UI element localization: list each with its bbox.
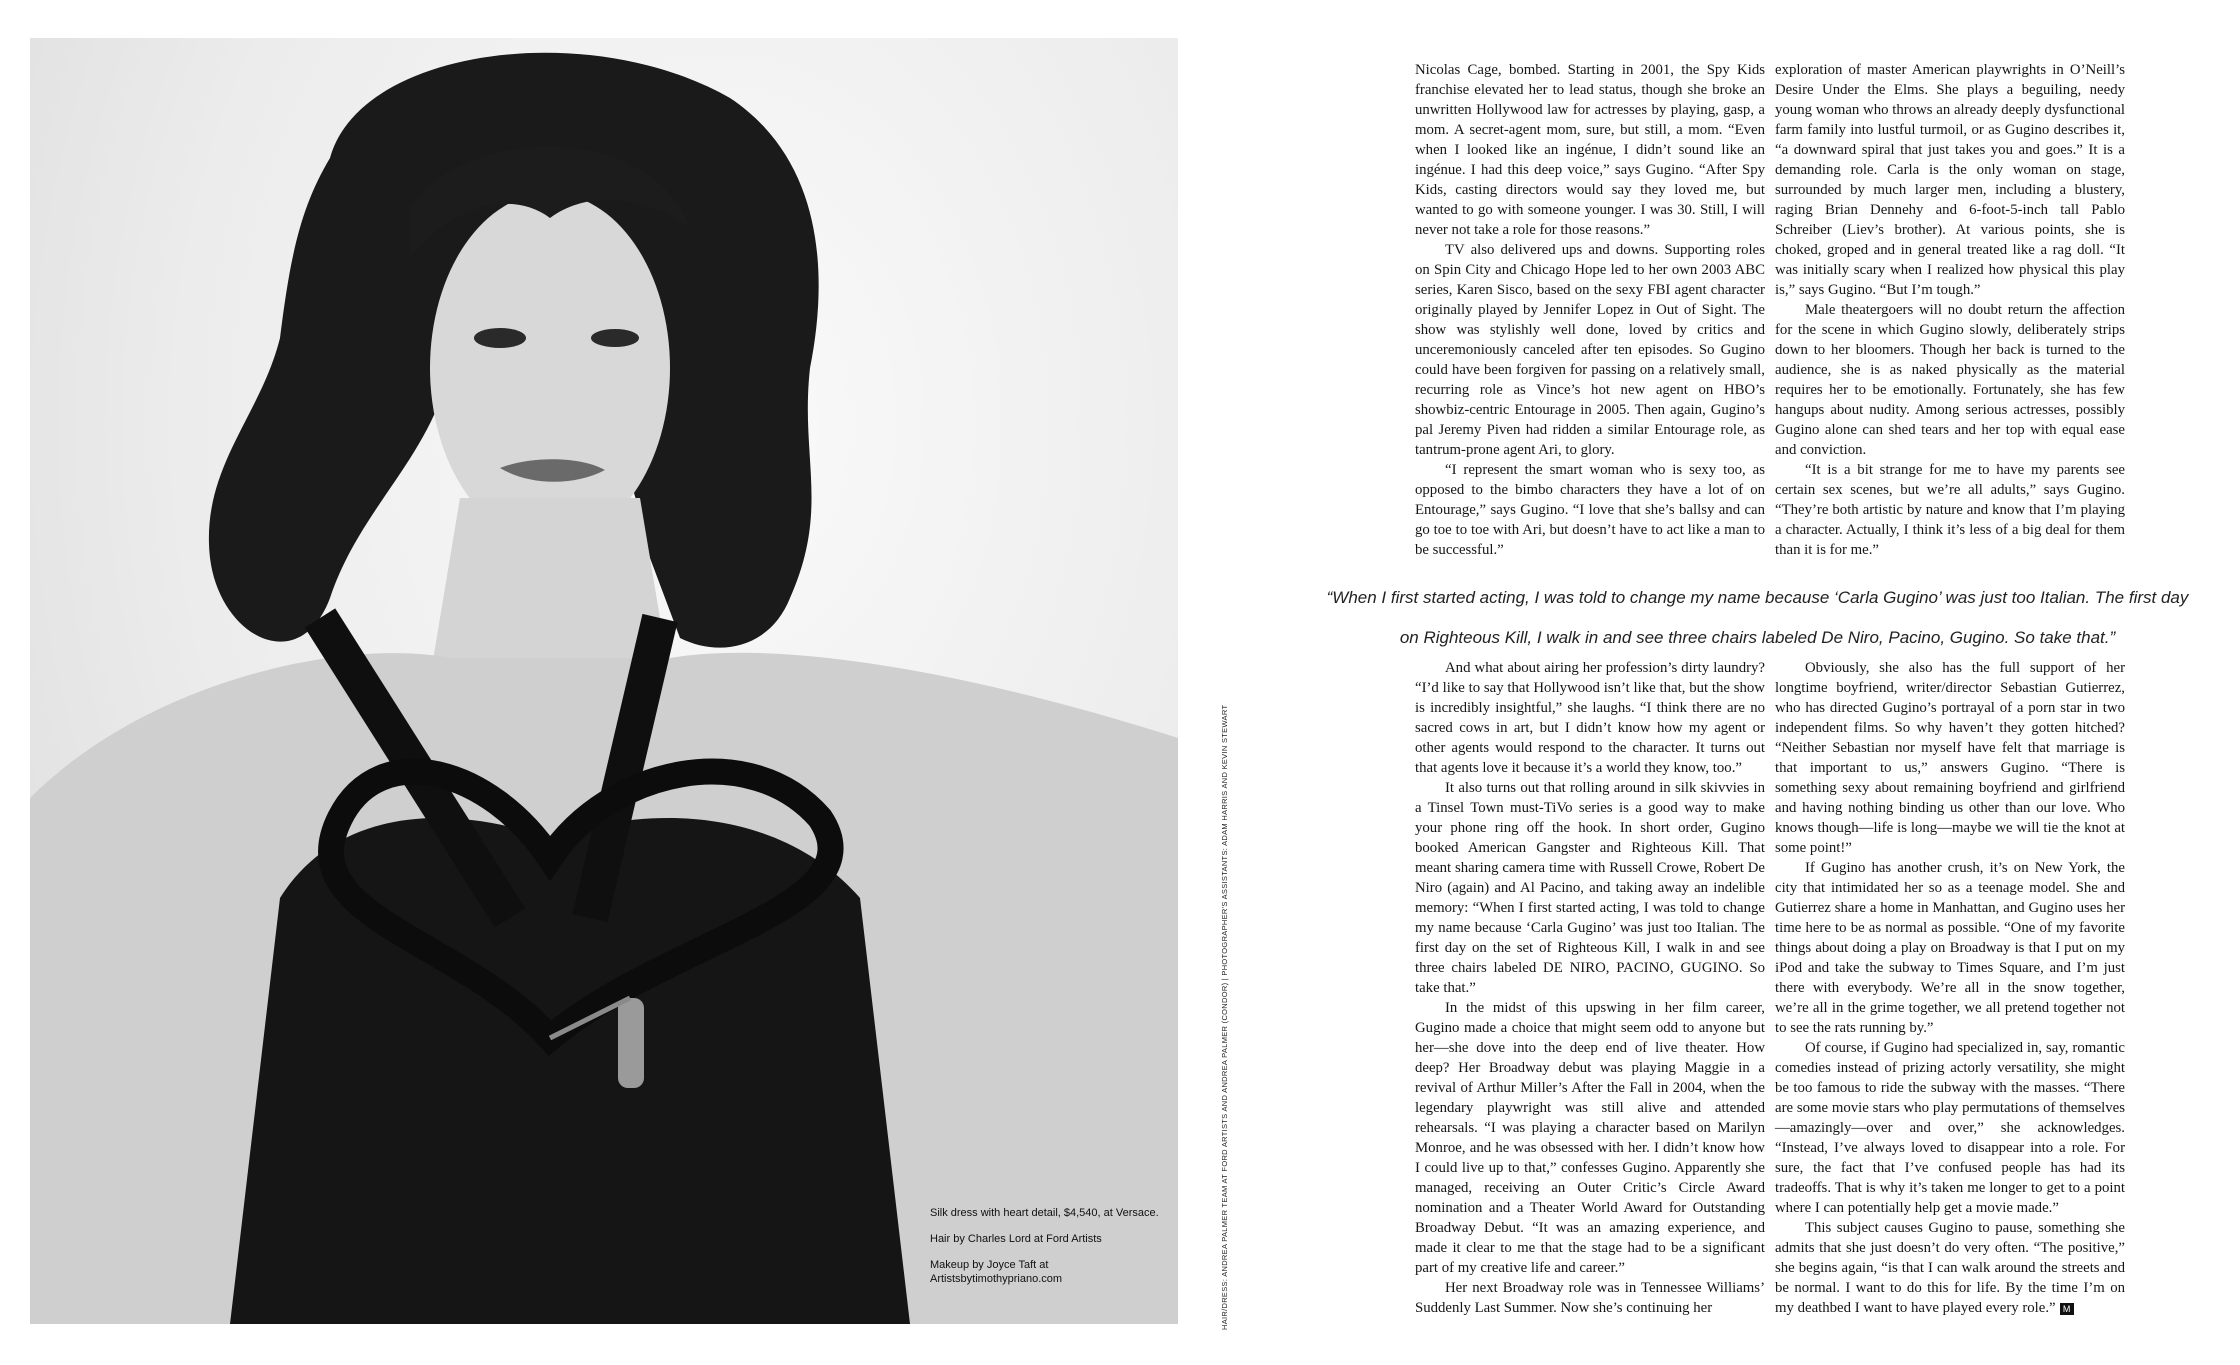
pull-quote-line-2: on Righteous Kill, I walk in and see three chairs labeled De Niro, Pacino, Gugino. So take that.” [1399, 628, 2116, 647]
paragraph: Her next Broadway role was in Tennessee Williams’ Suddenly Last Summer. Now she’s continuing her [1415, 1280, 1765, 1316]
portrait-photo [30, 38, 1178, 1324]
pull-quote-line-1: “When I first started acting, I was told to change my name because ‘Carla Gugino’ was just too Italian. The first day [1326, 588, 2189, 607]
photo-caption [930, 1206, 1170, 1298]
paragraph: In the midst of this upswing in her film career, Gugino made a choice that might seem odd to anyone but her—she dove into the deep end of live theater. How deep? Her Broadway debut was playing Maggie in a revival of Arthur Miller’s After the Fall in 2004, when the legendary playwright was still alive and attended rehearsals. “I was playing a character based on Marilyn Monroe, and he was obsessed with her. I didn’t know how I could live up to that,” confesses Gugino. Apparently she managed, receiving an Outer Critic’s Circle Award nomination and a Theater World Award for Outstanding Broadway Debut. “It was an amazing experience, and made it clear to me that the stage had to be a significant part of my creative life and career.” [1415, 1000, 1765, 1276]
left-eye [474, 328, 526, 348]
paragraph-last-text: This subject causes Gugino to pause, something she admits that she just doesn’t do very often. “The positive,” she begins again, “is that I can walk around the streets and be normal. I want to do this for life. By the time I’m on my deathbed I want to have played every role.” [1775, 1220, 2125, 1316]
photo-credits [1220, 704, 1234, 1330]
paragraph: Nicolas Cage, bombed. Starting in 2001, the Spy Kids franchise elevated her to lead status, though she broke an unwritten Hollywood law for actresses by playing, gasp, a mom. A secret-agent mom, sure, but still, a mom. “Even when I looked like an ingénue, I didn’t sound like an ingénue. I had this deep voice,” says Gugino. “After Spy Kids, casting directors would say they loved me, but wanted to go with someone younger. I was 30. Still, I will never not take a role for those reasons.” [1415, 62, 1765, 238]
article-column-2 [1775, 60, 2125, 560]
caption-dress: Silk dress with heart detail, $4,540, at Versace. [930, 1207, 1159, 1219]
portrait-illustration [30, 38, 1178, 1324]
zipper-pull [618, 998, 644, 1088]
face-shape [430, 193, 670, 543]
photo-credits-text: HAIR/DRESS: ANDREA PALMER TEAM AT FORD ARTISTS AND ANDREA PALMER (CONDOR) | PHOTOGRAPHER'S ASSISTANTS: ADAM HARRIS AND KEVIN STEWART [1220, 704, 1229, 1330]
paragraph: Of course, if Gugino had specialized in, say, romantic comedies instead of prizing actorly versatility, she might be too famous to ride the subway with the masses. “There are some movie stars who play permutations of themselves—amazingly—over and over,” she acknowledges. “Instead, I’ve always loved to disappear into a role. For sure, the fact that I’ve confused people has had its tradeoffs. That is why it’s taken me longer to get to a point where I can potentially help get a movie made.” [1775, 1040, 2125, 1216]
paragraph: “It is a bit strange for me to have my parents see certain sex scenes, but we’re all adults,” says Gugino. “They’re both artistic by nature and know that I’m playing a character. Actually, I think it’s less of a big deal for them than it is for me.” [1775, 462, 2125, 558]
paragraph: And what about airing her profession’s dirty laundry? “I’d like to say that Hollywood isn’t like that, but the show is incredibly insightful,” she laughs. “I think there are no sacred cows in art, but I didn’t know how my agent or other agents would respond to the character. It turns out that agents love it because it’s a world they know, too.” [1415, 660, 1765, 776]
caption-hair: Hair by Charles Lord at Ford Artists [930, 1233, 1102, 1245]
pull-quote [1295, 578, 2220, 658]
article-column-3 [1415, 658, 1765, 1318]
article-column-1 [1415, 60, 1765, 560]
paragraph: If Gugino has another crush, it’s on New York, the city that intimidated her so as a teenage model. She and Gutierrez share a home in Manhattan, and Gugino uses her time here to be as normal as possible. “One of my favorite things about doing a play on Broadway is that I put on my iPod and take the subway to Times Square, and I’m just there with everybody. We’re all in the snow together, we’re all in the grime together, we all pretend together not to see the rats running by.” [1775, 860, 2125, 1036]
paragraph: It also turns out that rolling around in silk skivvies in a Tinsel Town must-TiVo series is a good way to make your phone ring off the hook. In short order, Gugino booked American Gangster and Righteous Kill. That meant sharing camera time with Russell Crowe, Robert De Niro (again) and Al Pacino, and taking away an indelible memory: “When I first started acting, I was told to change my name because ‘Carla Gugino’ was just too Italian. The first day on the set of Righteous Kill, I walk in and see three chairs labeled DE NIRO, PACINO, GUGINO. So take that.” [1415, 780, 1765, 996]
paragraph: “I represent the smart woman who is sexy too, as opposed to the bimbo characters they have a lot of on Entourage,” says Gugino. “I love that she’s ballsy and can go toe to toe with Ari, but doesn’t have to act like a man to be successful.” [1415, 462, 1765, 558]
paragraph-last [1775, 1218, 2125, 1318]
paragraph: Male theatergoers will no doubt return the affection for the scene in which Gugino slowly, deliberately strips down to her bloomers. Though her back is turned to the audience, she is as naked physically as the material requires her to be emotionally. Fortunately, she has few hangups about nudity. Among serious actresses, possibly Gugino alone can shed tears and her top with equal ease and conviction. [1775, 302, 2125, 458]
paragraph: Obviously, she also has the full support of her longtime boyfriend, writer/director Sebastian Gutierrez, who has directed Gugino’s portrayal of a porn star in two independent films. So why haven’t they gotten hitched? “Neither Sebastian nor myself have felt that marriage is that important to us,” answers Gugino. “There is something sexy about remaining boyfriend and girlfriend and having nothing binding us other than our love. Who knows though—life is long—maybe we will tie the knot at some point!” [1775, 660, 2125, 856]
paragraph: exploration of master American playwrights in O’Neill’s Desire Under the Elms. She plays a beguiling, needy young woman who throws an already deeply dysfunctional farm family into lustful turmoil, or as Gugino describes it, “a downward spiral that just takes you and goes.” It is a demanding role. Carla is the only woman on stage, surrounded by much larger men, including a blustery, raging Brian Dennehy and 6-foot-5-inch tall Pablo Schreiber (Liev’s brother). At various points, she is choked, groped and in general treated like a rag doll. “It was initially scary when I realized how physical this play is,” says Gugino. “But I’m tough.” [1775, 62, 2125, 298]
paragraph: TV also delivered ups and downs. Supporting roles on Spin City and Chicago Hope led to her own 2003 ABC series, Karen Sisco, based on the sexy FBI agent character originally played by Jennifer Lopez in Out of Sight. The show was stylishly well done, loved by critics and unceremoniously canceled after ten episodes. So Gugino could have been forgiven for passing on a relatively small, recurring role as Vince’s hot new agent on HBO’s showbiz-centric Entourage in 2005. Then again, Gugino’s pal Jeremy Piven had ridden a similar Entourage role, as tantrum-prone agent Ari, to glory. [1415, 242, 1765, 458]
article-column-4 [1775, 658, 2125, 1318]
caption-makeup: Makeup by Joyce Taft at Artistsbytimothypriano.com [930, 1259, 1063, 1285]
end-mark-icon: M [2060, 1303, 2074, 1315]
right-eye [591, 329, 639, 347]
